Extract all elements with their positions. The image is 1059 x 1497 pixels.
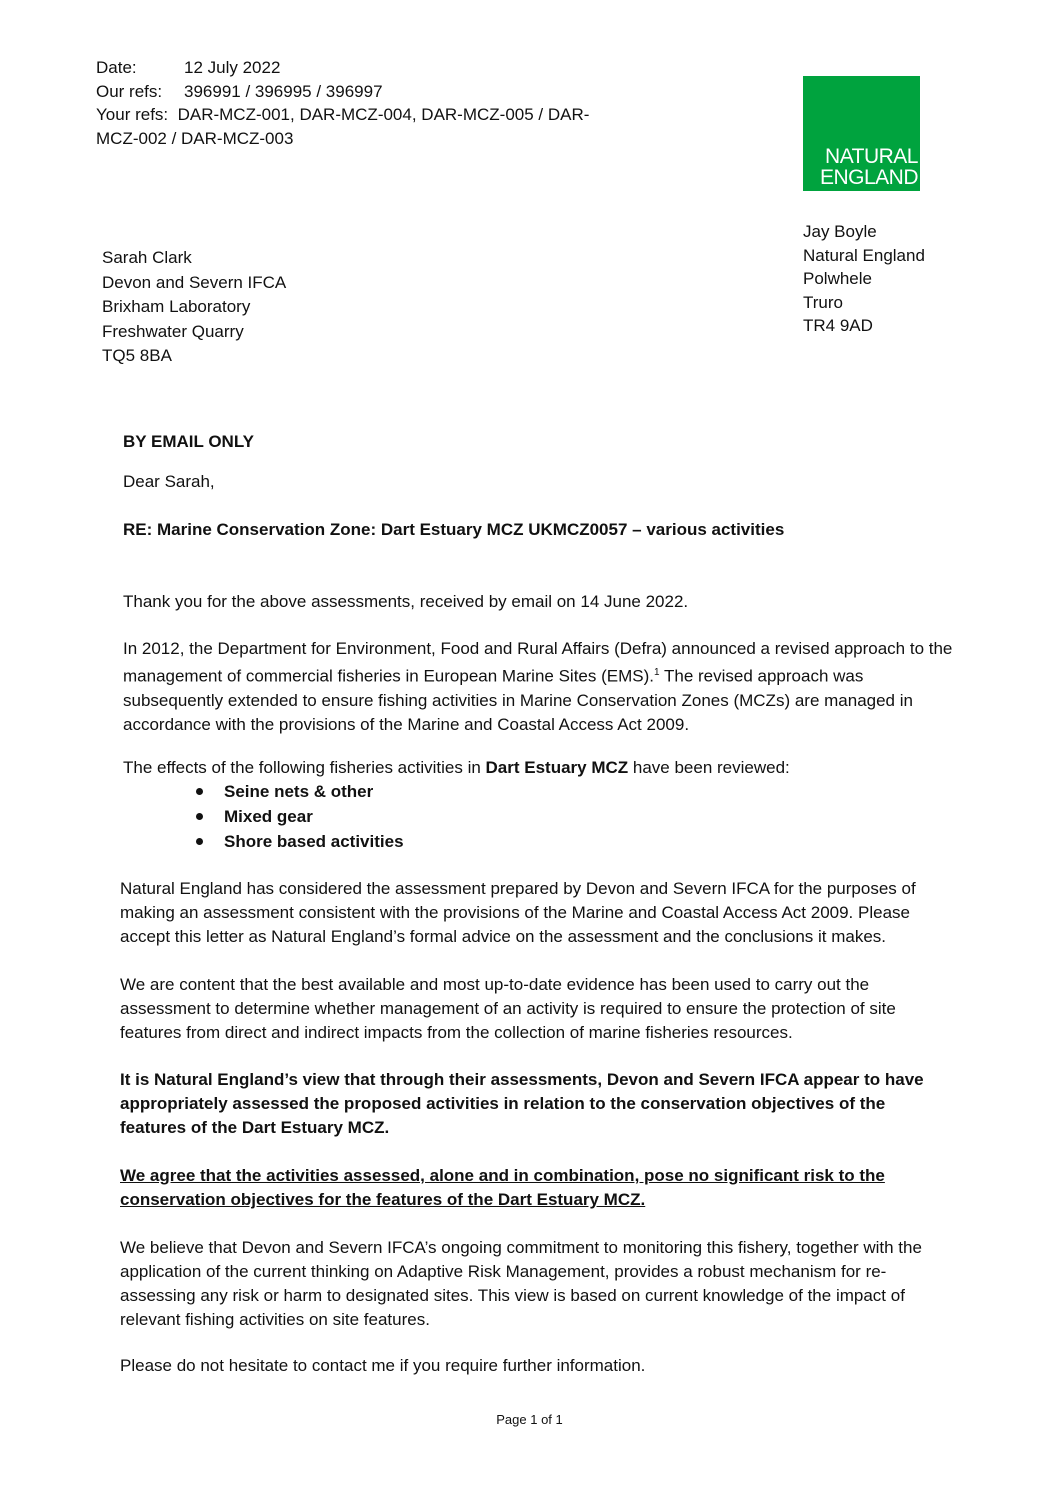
salutation: Dear Sarah, <box>123 472 215 491</box>
natural-england-logo <box>803 76 920 191</box>
recipient-line: Sarah Clark <box>102 248 192 267</box>
logo-line-1: NATURAL <box>825 145 918 168</box>
your-refs-row <box>96 103 589 127</box>
p1-text: Thank you for the above assessments, received by email on <box>123 592 581 611</box>
activity-label: Shore based activities <box>224 832 404 851</box>
our-refs-label: Our refs: <box>96 81 163 101</box>
recipient-line: Freshwater Quarry <box>102 321 244 341</box>
paragraph-thanks <box>123 590 953 614</box>
p3-end: have been reviewed: <box>628 758 790 777</box>
recipient-address <box>102 246 286 369</box>
sender-line: Jay Boyle <box>803 222 877 241</box>
paragraph-consideration: Natural England has considered the assessment prepared by Devon and Severn IFCA for the purposes of making an assessment consistent with the provisions of the Marine and Coastal Access Act 2009. Please accept this letter as Natural England’s formal advice on the assessment and the conclusions it makes. <box>120 879 916 946</box>
p2-main: In 2012, the Department for Environment, Food and Rural Affairs (Defra) announced a revised approach to the management of commercial fisheries in European Marine Sites (EMS). <box>123 639 953 686</box>
date-value: 12 July 2022 <box>184 58 281 77</box>
paragraph-evidence: We are content that the best available and most up-to-date evidence has been used to carry out the assessment to determine whether management of an activity is required to ensure the protection of site features from direct and indirect impacts from the collection of marine fisheries resources. <box>120 975 896 1042</box>
page-number: Page 1 of 1 <box>496 1412 563 1427</box>
our-refs-value: 396991 / 396995 / 396997 <box>184 81 383 101</box>
recipient-line: TQ5 8BA <box>102 346 172 365</box>
sender-address <box>803 220 925 338</box>
bullet-icon <box>196 788 203 795</box>
by-email-only: BY EMAIL ONLY <box>123 432 254 451</box>
p3-site: Dart Estuary MCZ <box>485 758 629 777</box>
list-item <box>224 829 404 854</box>
your-refs-row-continued <box>96 127 589 151</box>
paragraph-effects <box>123 756 953 780</box>
sender-line: Natural England <box>803 245 925 265</box>
your-refs-value-line2: MCZ-002 / DAR-MCZ-003 <box>96 128 294 148</box>
recipient-line: Devon and Severn IFCA <box>102 272 287 292</box>
header-refs <box>96 56 589 150</box>
activity-label: Mixed gear <box>224 807 313 826</box>
bullet-icon <box>196 838 203 845</box>
our-refs-row <box>96 80 589 104</box>
list-item <box>224 804 404 829</box>
list-item <box>224 779 404 804</box>
paragraph-defra <box>123 637 953 737</box>
paragraph-monitoring: We believe that Devon and Severn IFCA’s ongoing commitment to monitoring this fishery, together with the application of the current thinking on Adaptive Risk Management, provides a robust mechanism for re-assessing any risk or harm to designated sites. This view is based on current knowledge of the impact of relevant fishing activities on site features. <box>120 1238 922 1329</box>
subject-line: RE: Marine Conservation Zone: Dart Estuary MCZ UKMCZ0057 – various activities <box>123 520 785 539</box>
sender-line: Truro <box>803 292 843 312</box>
activities-list <box>224 779 404 854</box>
p2-rest: The revised approach was subsequently extended to ensure fishing activities in Marine Conservation Zones (MCZs) are managed in accordance with the provisions of the Marine and Coastal Access Act 2009. <box>123 666 913 734</box>
recipient-line: Brixham Laboratory <box>102 297 251 316</box>
sender-line: TR4 9AD <box>803 316 873 335</box>
p1-date: 14 June 2022 <box>580 592 684 611</box>
p3-start: The effects of the following fisheries activities in <box>123 758 486 777</box>
sender-line: Polwhele <box>803 269 872 288</box>
paragraph-view: It is Natural England’s view that through their assessments, Devon and Severn IFCA appear to have appropriately assessed the proposed activities in relation to the conservation objectives of the features of the Dart Estuary MCZ. <box>120 1070 924 1137</box>
paragraph-agreement: We agree that the activities assessed, alone and in combination, pose no significant risk to the conservation objectives for the features of the Dart Estuary MCZ. <box>120 1166 885 1209</box>
your-refs-label: Your refs: <box>96 105 169 124</box>
your-refs-value-line1: DAR-MCZ-001, DAR-MCZ-004, DAR-MCZ-005 / DAR- <box>177 105 590 124</box>
date-row <box>96 56 589 80</box>
date-label: Date: <box>96 58 137 77</box>
activity-label: Seine nets & other <box>224 782 374 801</box>
bullet-icon <box>196 813 203 820</box>
logo-line-2: ENGLAND <box>819 166 918 189</box>
footnote-marker: 1 <box>654 667 660 678</box>
p1-end: . <box>683 592 689 611</box>
paragraph-contact: Please do not hesitate to contact me if you require further information. <box>120 1356 646 1375</box>
